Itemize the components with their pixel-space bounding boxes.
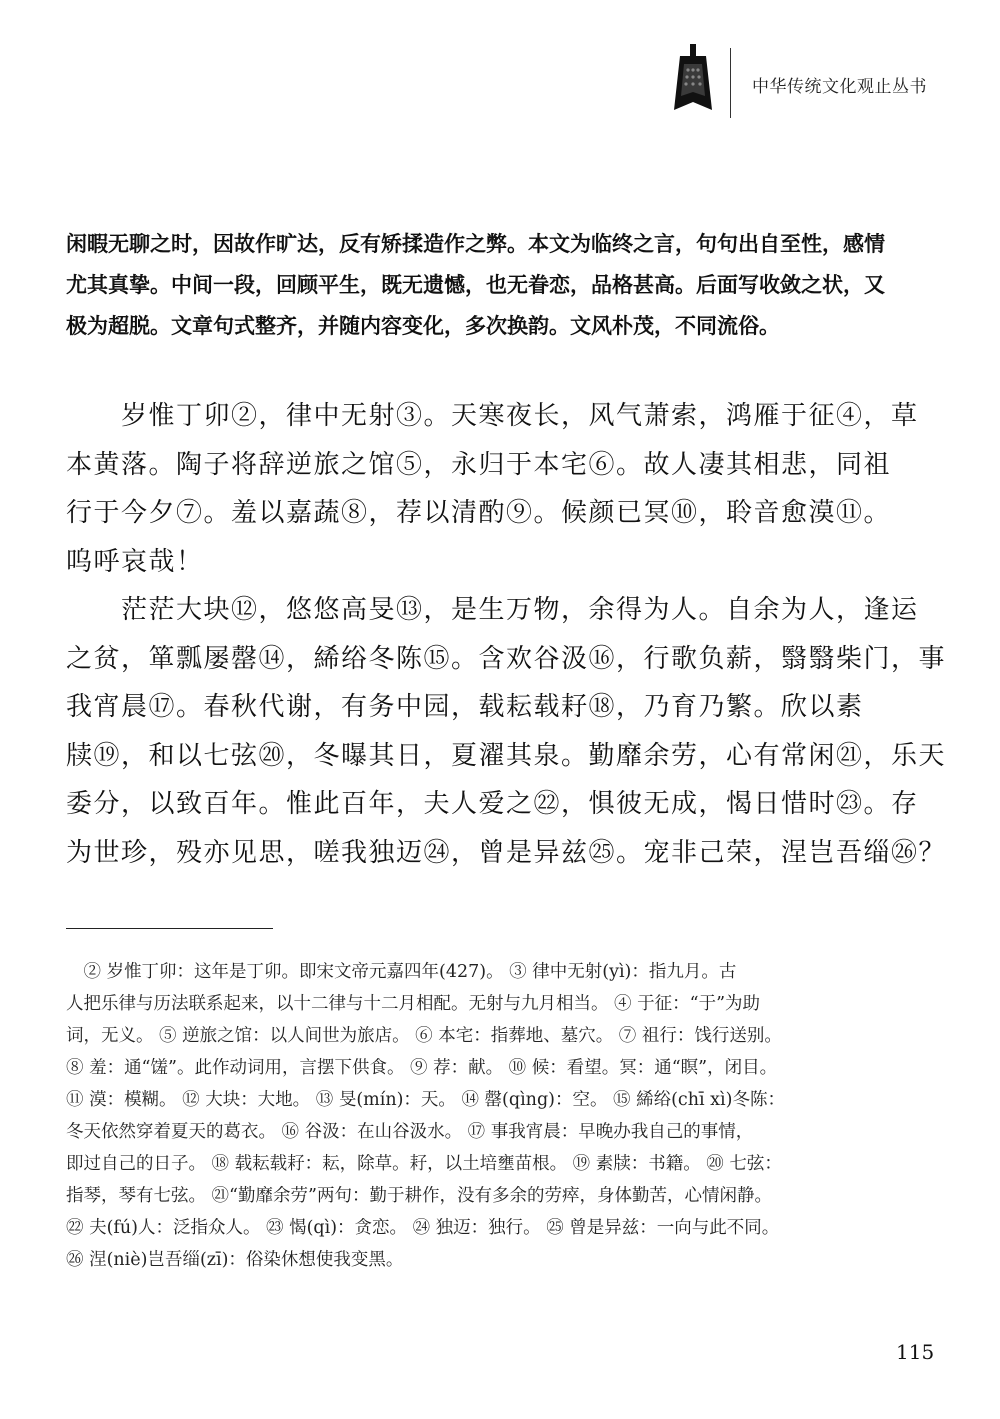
footnote-line: ⑪ 漠：模糊。 ⑫ 大块：大地。 ⑬ 旻(mín)：天。 ⑭ 罄(qìng)：空。 ⑮ 絺绤(chī xì)冬陈： (66, 1090, 785, 1110)
main-text-line: 本黄落。陶子将辞逆旅之馆⑤，永归于本宅⑥。故人凄其相悲，同祖 (66, 449, 892, 480)
main-text-line: 委分，以致百年。惟此百年，夫人爱之㉒，惧彼无成，愒日惜时㉓。存 (66, 789, 919, 819)
footnote-line: 冬天依然穿着夏天的葛衣。 ⑯ 谷汲：在山谷汲水。 ⑰ 事我宵晨：早晚办我自己的事情， (66, 1122, 754, 1142)
main-text-line: 行于今夕⑦。羞以嘉蔬⑧，荐以清酌⑨。候颜已冥⑩，聆音愈漠⑪。 (66, 498, 892, 528)
main-text-line: 呜呼哀哉！ (66, 546, 204, 577)
commentary-line: 极为超脱。文章句式整齐，并随内容变化，多次换韵。文风朴茂，不同流俗。 (66, 314, 780, 338)
bronze-bell-icon (672, 44, 714, 120)
series-title: 中华传统文化观止丛书 (752, 77, 927, 97)
footnote-line: ㉖ 涅(niè)岂吾缁(zī)：俗染休想使我变黑。 (66, 1250, 404, 1270)
footnote-line: 指琴，琴有七弦。 ㉑“勤靡余劳”两句：勤于耕作，没有多余的劳瘁，身体勤苦，心情闲静。 (66, 1186, 772, 1206)
footnote-divider (66, 928, 273, 929)
main-text-line: 岁惟丁卯②，律中无射③。天寒夜长，风气萧索，鸿雁于征④，草 (66, 401, 919, 431)
footnote-line: 人把乐律与历法联系起来，以十二律与十二月相配。无射与九月相当。 ④ 于征：“于”为助 (66, 994, 761, 1014)
footnotes (66, 956, 936, 1276)
page-number: 115 (896, 1340, 935, 1364)
commentary-line: 尤其真挚。中间一段，回顾平生，既无遗憾，也无眷恋，品格甚高。后面写收敛之状，又 (66, 273, 885, 297)
main-text-line: 为世珍，殁亦见思，嗟我独迈㉔，曾是异兹㉕。宠非己荣，涅岂吾缁㉖？ (66, 837, 947, 868)
main-text (66, 392, 947, 877)
main-text-line: 茫茫大块⑫，悠悠高旻⑬，是生万物，余得为人。自余为人，逢运 (66, 595, 919, 625)
commentary-line: 闲暇无聊之时，因故作旷达，反有矫揉造作之弊。本文为临终之言，句句出自至性，感情 (66, 232, 885, 256)
footnote-line: ㉒ 夫(fú)人：泛指众人。 ㉓ 愒(qì)：贪恋。 ㉔ 独迈：独行。 ㉕ 曾是异兹：一向与此不同。 (66, 1218, 780, 1238)
header-divider (730, 48, 731, 118)
main-text-line: 我宵晨⑰。春秋代谢，有务中园，载耘载耔⑱，乃育乃繁。欣以素 (66, 692, 864, 722)
main-text-line: 牍⑲，和以七弦⑳，冬曝其日，夏濯其泉。勤靡余劳，心有常闲㉑，乐天 (66, 740, 947, 771)
commentary-paragraph (66, 224, 936, 347)
footnote-line: 即过自己的日子。 ⑱ 载耘载耔：耘，除草。耔，以土培壅苗根。 ⑲ 素牍：书籍。 ⑳ 七弦： (66, 1154, 782, 1174)
footnote-line: ② 岁惟丁卯：这年是丁卯。即宋文帝元嘉四年(427)。 ③ 律中无射(yì)：指九月。古 (66, 962, 737, 982)
main-text-line: 之贫，箪瓢屡罄⑭，絺绤冬陈⑮。含欢谷汲⑯，行歌负薪，翳翳柴门，事 (66, 643, 947, 674)
footnote-line: ⑧ 羞：通“馐”。此作动词用，言摆下供食。 ⑨ 荐：献。 ⑩ 候：看望。冥：通“瞑”，闭目。 (66, 1058, 778, 1078)
footnote-line: 词，无义。 ⑤ 逆旅之馆：以人间世为旅店。 ⑥ 本宅：指葬地、墓穴。 ⑦ 祖行：饯行送别。 (66, 1026, 782, 1046)
